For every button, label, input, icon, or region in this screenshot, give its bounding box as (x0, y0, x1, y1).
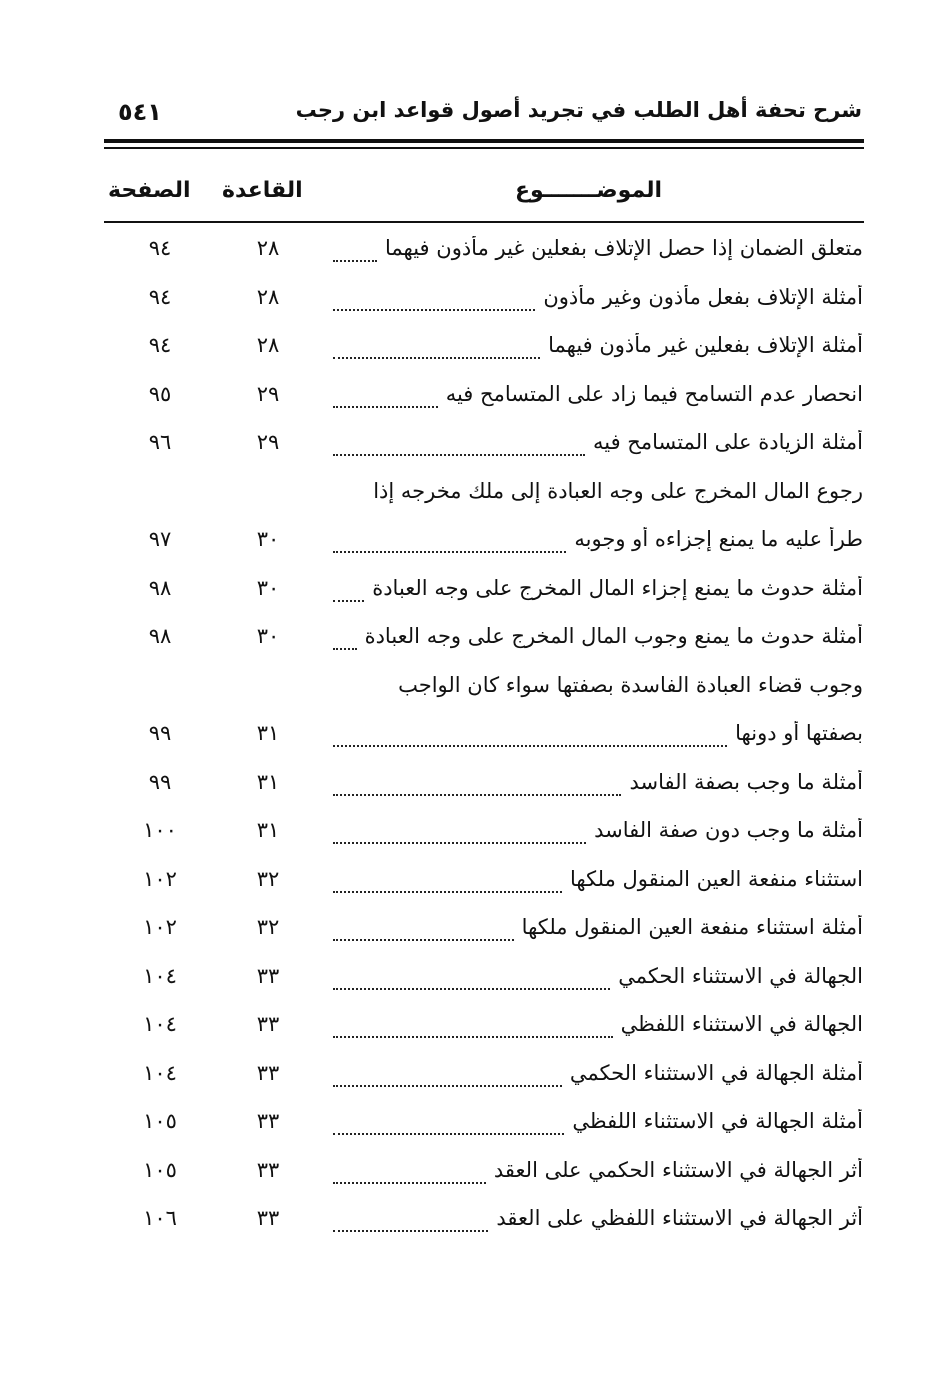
dot-leader (333, 309, 535, 311)
index-entry-text: أمثلة ما وجب دون صفة الفاسد (594, 818, 863, 842)
dot-leader (333, 842, 586, 844)
index-entry-subject (333, 964, 863, 998)
index-entry-rule-number: ٣٣ (256, 1012, 280, 1036)
column-headers (104, 178, 862, 218)
index-entry-text: أثر الجهالة في الاستثناء اللفظي على العقد (496, 1206, 863, 1230)
index-entry-subject (333, 285, 863, 319)
index-entry-rule-number: ٣١ (256, 721, 280, 745)
index-entries (0, 228, 931, 1247)
index-entry-text: متعلق الضمان إذا حصل الإتلاف بفعلين غير مأذون فيهما (385, 236, 863, 260)
dot-leader (333, 260, 377, 262)
dot-leader (333, 1085, 562, 1087)
dot-leader (333, 357, 540, 359)
index-entry-rule-number: ٣١ (256, 769, 280, 794)
index-entry-rule-number: ٣٣ (256, 1206, 280, 1230)
index-entry-text: أمثلة ما وجب بصفة الفاسد (629, 769, 863, 794)
header-rule-thin (104, 147, 864, 149)
index-entry-rule-number: ٣٣ (256, 1109, 280, 1133)
index-entry-page-number: ١٠٥ (143, 1109, 177, 1133)
index-row (0, 1053, 931, 1102)
index-row (0, 519, 931, 568)
dot-leader (333, 1133, 564, 1135)
index-entry-text: انحصار عدم التسامح فيما زاد على المتسامح فيه (445, 381, 863, 406)
column-header-rule: القاعدة (222, 178, 303, 203)
index-entry-text: أمثلة الزيادة على المتسامح فيه (592, 430, 863, 454)
dot-leader (333, 794, 621, 796)
index-row (0, 568, 931, 617)
index-entry-page-number: ٩٥ (148, 381, 172, 406)
index-entry-text: أمثلة الإتلاف بفعل مأذون وغير مأذون (543, 284, 863, 309)
index-entry-subject (333, 430, 863, 464)
index-entry-text: الجهالة في الاستثناء الحكمي (618, 963, 863, 988)
index-entry-subject (333, 721, 863, 755)
dot-leader (333, 939, 514, 941)
index-entry-rule-number: ٣١ (256, 818, 280, 842)
index-row (0, 810, 931, 859)
index-entry-text: أمثلة استثناء منفعة العين المنقول ملكها (521, 915, 863, 939)
index-entry-rule-number: ٢٩ (256, 381, 280, 406)
index-entry-rule-number: ٣٣ (256, 963, 280, 988)
index-row (0, 1101, 931, 1150)
index-entry-text: أمثلة الإتلاف بفعلين غير مأذون فيهما (548, 333, 863, 357)
index-row (0, 713, 931, 762)
column-header-rule-line (104, 221, 864, 223)
index-entry-text: طرأ عليه ما يمنع إجزاءه أو وجوبه (574, 527, 863, 551)
index-entry-subject (333, 1109, 863, 1143)
index-row (0, 325, 931, 374)
index-entry-page-number: ٩٦ (148, 430, 172, 454)
index-entry-page-number: ٩٨ (148, 624, 172, 648)
index-entry-text: وجوب قضاء العبادة الفاسدة بصفتها سواء كان الواجب (398, 672, 863, 697)
running-title: شرح تحفة أهل الطلب في تجريد أصول قواعد ابن رجب (295, 98, 862, 122)
index-entry-page-number: ٩٨ (148, 575, 172, 600)
index-row (0, 374, 931, 423)
index-entry-text: أمثلة الجهالة في الاستثناء الحكمي (569, 1060, 863, 1085)
column-header-subject: الموضـــــــوع (514, 178, 662, 203)
index-entry-subject (333, 1012, 863, 1046)
index-entry-page-number: ١٠٢ (143, 915, 177, 939)
dot-leader (333, 988, 610, 990)
index-entry-page-number: ٩٩ (148, 769, 172, 794)
index-row (0, 1004, 931, 1053)
index-entry-subject (333, 236, 863, 270)
index-entry-page-number: ٩٤ (148, 236, 172, 260)
index-entry-subject (333, 333, 863, 367)
index-row (0, 228, 931, 277)
index-row (0, 616, 931, 665)
dot-leader (333, 1036, 613, 1038)
index-entry-text: رجوع المال المخرج على وجه العبادة إلى ملك مخرجه إذا (373, 478, 863, 503)
index-entry-subject (333, 818, 863, 852)
dot-leader (333, 891, 562, 893)
index-entry-text: استثناء منفعة العين المنقول ملكها (569, 866, 863, 891)
index-entry-rule-number: ٢٩ (256, 430, 280, 454)
index-entry-text: أمثلة الجهالة في الاستثناء اللفظي (572, 1109, 863, 1133)
page-number: ٥٤١ (118, 98, 162, 126)
index-entry-subject (333, 1158, 863, 1192)
index-entry-rule-number: ٣٠ (256, 624, 280, 648)
dot-leader (333, 648, 357, 650)
index-entry-subject (333, 867, 863, 901)
index-entry-page-number: ٩٩ (148, 721, 172, 745)
index-entry-subject (333, 1206, 863, 1240)
index-entry-page-number: ١٠٠ (143, 818, 177, 842)
index-entry-page-number: ٩٤ (148, 284, 172, 309)
index-entry-subject (333, 479, 863, 513)
index-entry-rule-number: ٣٢ (256, 866, 280, 891)
index-entry-rule-number: ٣٢ (256, 915, 280, 939)
index-entry-subject (333, 527, 863, 561)
index-entry-subject (333, 382, 863, 416)
index-entry-subject (333, 770, 863, 804)
index-entry-text: أمثلة حدوث ما يمنع وجوب المال المخرج على وجه العبادة (364, 624, 863, 648)
index-entry-page-number: ٩٤ (148, 333, 172, 357)
index-row (0, 1198, 931, 1247)
index-row (0, 907, 931, 956)
running-header (104, 92, 862, 132)
index-row (0, 665, 931, 714)
column-header-page: الصفحة (108, 178, 191, 203)
header-rule-thick (104, 139, 864, 143)
index-entry-subject (333, 576, 863, 610)
dot-leader (333, 745, 727, 747)
index-entry-rule-number: ٣٣ (256, 1060, 280, 1085)
index-entry-page-number: ١٠٢ (143, 866, 177, 891)
index-entry-page-number: ١٠٤ (143, 963, 177, 988)
index-entry-page-number: ١٠٥ (143, 1157, 177, 1182)
index-entry-page-number: ١٠٦ (143, 1206, 177, 1230)
index-entry-text: أمثلة حدوث ما يمنع إجزاء المال المخرج على وجه العبادة (372, 575, 863, 600)
index-entry-subject (333, 915, 863, 949)
index-entry-rule-number: ٢٨ (256, 284, 280, 309)
dot-leader (333, 551, 566, 553)
index-entry-rule-number: ٣٠ (256, 575, 280, 600)
dot-leader (333, 1230, 488, 1232)
index-row (0, 762, 931, 811)
index-entry-rule-number: ٢٨ (256, 236, 280, 260)
index-row (0, 859, 931, 908)
index-entry-rule-number: ٢٨ (256, 333, 280, 357)
index-entry-subject (333, 624, 863, 658)
index-entry-subject (333, 673, 863, 707)
index-entry-text: أثر الجهالة في الاستثناء الحكمي على العقد (493, 1157, 863, 1182)
index-entry-rule-number: ٣٣ (256, 1157, 280, 1182)
index-entry-page-number: ١٠٤ (143, 1012, 177, 1036)
index-row (0, 277, 931, 326)
index-entry-text: الجهالة في الاستثناء اللفظي (620, 1012, 863, 1036)
index-entry-page-number: ١٠٤ (143, 1060, 177, 1085)
dot-leader (333, 454, 585, 456)
index-entry-text: بصفتها أو دونها (735, 721, 863, 745)
dot-leader (333, 1182, 486, 1184)
dot-leader (333, 406, 438, 408)
index-entry-subject (333, 1061, 863, 1095)
dot-leader (333, 600, 364, 602)
index-row (0, 1150, 931, 1199)
index-row (0, 471, 931, 520)
index-entry-page-number: ٩٧ (148, 527, 172, 551)
index-row (0, 956, 931, 1005)
index-row (0, 422, 931, 471)
index-entry-rule-number: ٣٠ (256, 527, 280, 551)
